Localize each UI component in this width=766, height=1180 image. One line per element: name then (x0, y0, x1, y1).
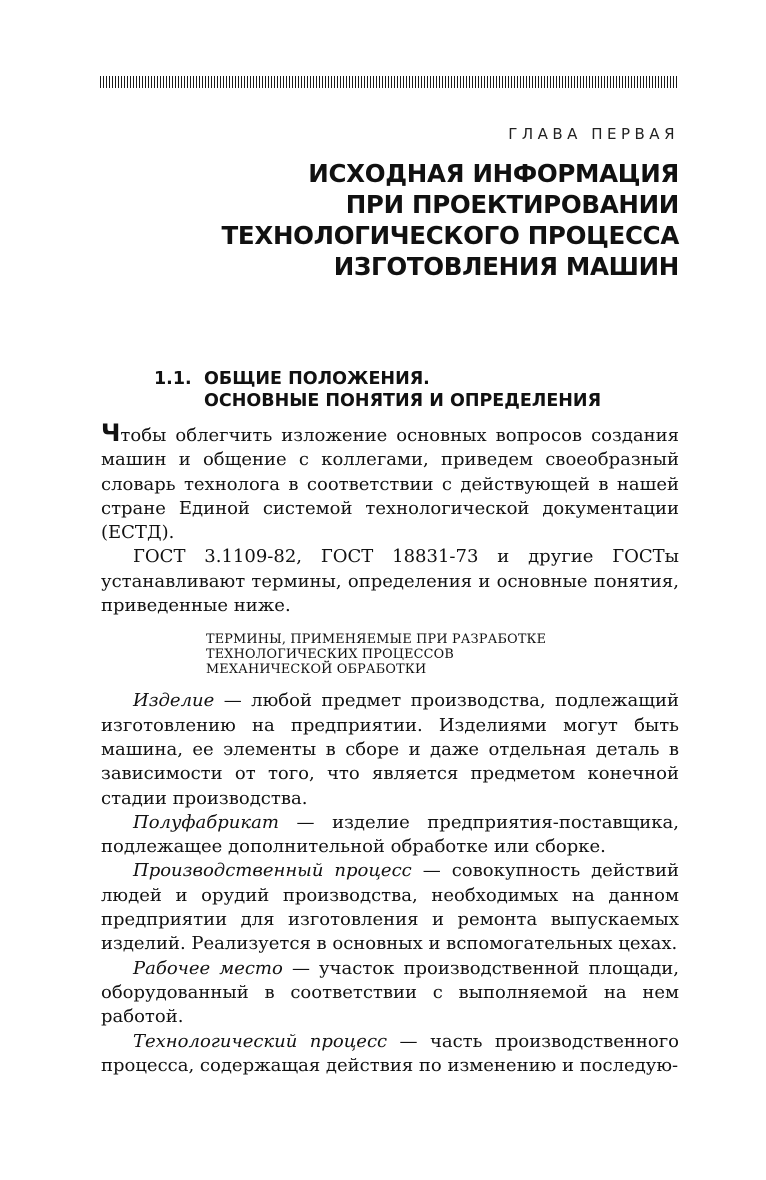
definition-paragraph (101, 957, 679, 1030)
chapter-title-line: ИЗГОТОВЛЕНИЯ МАШИН (333, 252, 679, 281)
section-title-line: ОСНОВНЫЕ ПОНЯТИЯ И ОПРЕДЕЛЕНИЯ (204, 391, 602, 411)
terms-heading-line: ТЕРМИНЫ, ПРИМЕНЯЕМЫЕ ПРИ РАЗРАБОТКЕ (206, 632, 547, 648)
intro-text: тобы облегчить изложение основных вопросов создания машин и общение с коллегами, приведем своеобразный словарь технолога в соответствии с действующей в нашей стране Единой системой технологической документации (ЕСТД). (101, 425, 679, 544)
terms-heading-line: ТЕХНОЛОГИЧЕСКИХ ПРОЦЕССОВ (206, 647, 454, 663)
definition-text: — совокупность действий людей и орудий производства, необходимых на данном предприятии для изготовления и ремонта выпускаемых изделий. Реализуется в основных и вспомогательных цехах. (101, 860, 679, 955)
terms-heading (206, 632, 679, 677)
definition-term: Технологический процесс (133, 1030, 388, 1052)
chapter-title-line: ТЕХНОЛОГИЧЕСКОГО ПРОЦЕССА (221, 221, 679, 250)
definition-term: Изделие (133, 690, 215, 712)
definition-text: — любой предмет производства, подлежащий изготовлению на предприятии. Изделиями могут быть машина, ее элементы в сборе и даже отдельная деталь в зависимости от того, что является предметом конечной стадии производства. (101, 690, 679, 809)
section-number: 1.1. (154, 369, 192, 389)
section-title-line: ОБЩИЕ ПОЛОЖЕНИЯ. (204, 369, 430, 389)
definition-paragraph (101, 859, 679, 956)
definition-text: — изделие предприятия-поставщика, подлежащее дополнительной обработке или сборке. (101, 811, 679, 858)
body-text (101, 421, 679, 1078)
definition-paragraph (101, 689, 679, 810)
intro-paragraph (101, 421, 679, 545)
terms-heading-line: МЕХАНИЧЕСКОЙ ОБРАБОТКИ (206, 662, 427, 678)
definition-paragraph (101, 811, 679, 860)
decorative-top-rule (100, 76, 679, 88)
chapter-title-line: ПРИ ПРОЕКТИРОВАНИИ (345, 190, 679, 219)
chapter-label: ГЛАВА ПЕРВАЯ (508, 125, 679, 143)
chapter-title-line: ИСХОДНАЯ ИНФОРМАЦИЯ (308, 159, 679, 188)
definition-text: — участок производственной площади, оборудованный в соответствии с выполняемой на нем работой. (101, 957, 680, 1028)
definition-paragraph (101, 1030, 679, 1079)
definition-term: Рабочее место (133, 957, 283, 979)
definition-term: Полуфабрикат (133, 811, 279, 833)
gost-paragraph: ГОСТ 3.1109-82, ГОСТ 18831-73 и другие ГОСТы устанавливают термины, определения и основные понятия, приведенные ниже. (101, 546, 679, 617)
definition-term: Производственный процесс (133, 860, 412, 882)
section-heading (154, 368, 601, 412)
definition-text: — часть производственного процесса, содержащая действия по изменению и последую- (101, 1030, 679, 1076)
chapter-title (79, 158, 679, 282)
drop-cap: Ч (101, 419, 121, 447)
